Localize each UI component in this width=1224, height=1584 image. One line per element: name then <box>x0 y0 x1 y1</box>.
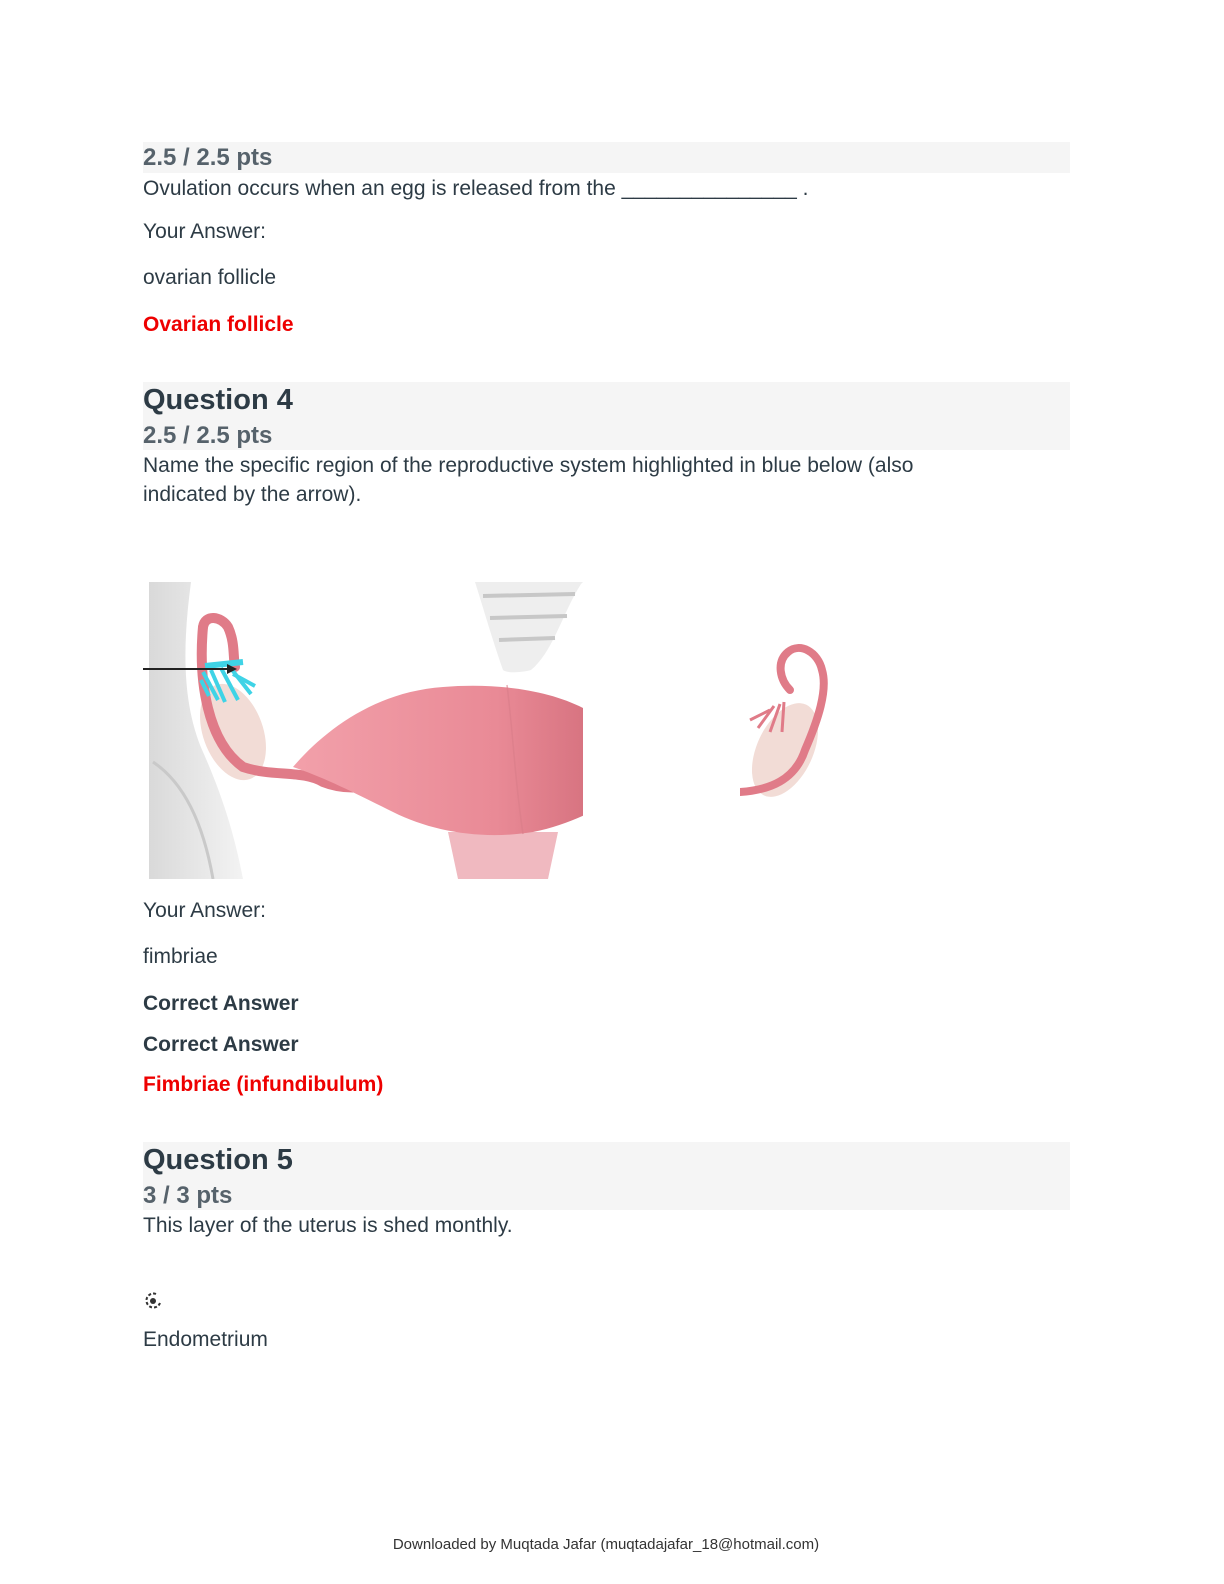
q4-points: 2.5 / 2.5 pts <box>143 422 273 449</box>
q3-your-answer-label: Your Answer: <box>143 220 266 243</box>
radio-selected-icon[interactable] <box>143 1291 163 1311</box>
q4-question-line2: indicated by the arrow). <box>143 483 362 506</box>
q3-header-band <box>143 142 1070 173</box>
q3-question-text: Ovulation occurs when an egg is released from the _______________ . <box>143 177 809 200</box>
q5-question-text: This layer of the uterus is shed monthly. <box>143 1214 513 1237</box>
q4-your-answer-label: Your Answer: <box>143 899 266 922</box>
q3-correct-answer: Ovarian follicle <box>143 313 294 336</box>
right-tube-diagram <box>740 640 830 810</box>
q4-your-answer: fimbriae <box>143 945 218 968</box>
q5-points: 3 / 3 pts <box>143 1182 233 1209</box>
q5-selected-answer: Endometrium <box>143 1328 268 1351</box>
q3-your-answer: ovarian follicle <box>143 266 277 289</box>
q3-points: 2.5 / 2.5 pts <box>143 144 273 171</box>
download-footer: Downloaded by Muqtada Jafar (muqtadajafar_18@hotmail.com) <box>392 1536 820 1553</box>
uterus-diagram <box>143 582 583 879</box>
q4-correct-label-2: Correct Answer <box>143 1033 299 1056</box>
q4-question-line1: Name the specific region of the reproductive system highlighted in blue below (also <box>143 454 914 477</box>
q4-correct-answer: Fimbriae (infundibulum) <box>143 1073 384 1096</box>
q4-correct-label-1: Correct Answer <box>143 992 299 1015</box>
q4-title: Question 4 <box>143 384 293 416</box>
q5-title: Question 5 <box>143 1144 293 1176</box>
